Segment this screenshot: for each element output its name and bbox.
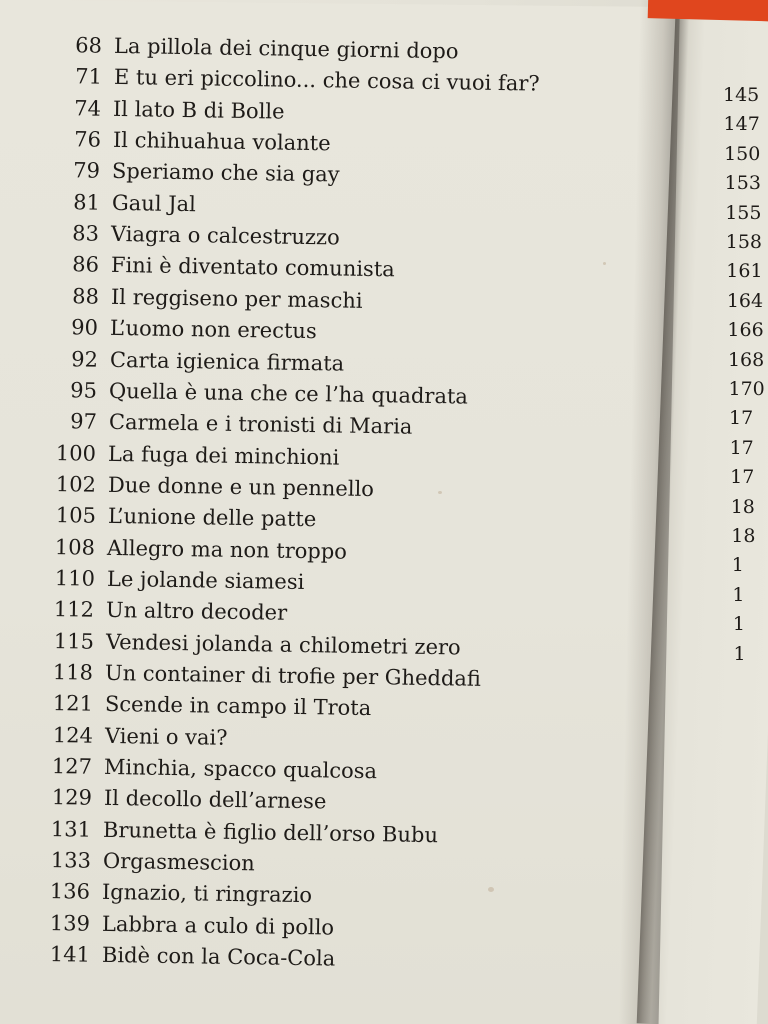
toc-entry: [51, 409, 413, 439]
toc-page-number: 71: [74, 64, 102, 90]
toc-page-number: 79: [73, 158, 101, 184]
toc-entry-title: L’unione delle patte: [107, 504, 317, 532]
toc-entry-title: Il decollo dell’arnese: [103, 786, 327, 814]
toc-entry: [43, 942, 335, 971]
toc-entry-title: Due donne e un pennello: [107, 472, 375, 501]
toc-entry-title: Vendesi jolanda a chilometri zero: [105, 629, 461, 660]
toc-entry-title: Speriamo che sia gay: [112, 159, 341, 187]
toc-entry: [55, 96, 285, 124]
toc-entry: [48, 629, 461, 659]
toc-entry: [55, 64, 539, 96]
right-toc-page-number: 170: [728, 378, 765, 400]
toc-entry-title: Allegro ma non troppo: [106, 535, 348, 564]
toc-page-number: 76: [73, 127, 101, 152]
right-toc-page-number: 17: [730, 466, 755, 489]
toc-entry-title: Brunetta è figlio dell’orso Bubu: [103, 817, 439, 847]
toc-page-number: 92: [70, 346, 98, 372]
toc-page-number: 90: [71, 315, 99, 340]
toc-entry-title: Labbra a culo di pollo: [101, 911, 335, 940]
toc-page-number: 97: [69, 409, 98, 434]
toc-entry-title: La pillola dei cinque giorni dopo: [113, 33, 459, 64]
toc-page-number: 86: [72, 252, 100, 278]
toc-page-number: 124: [52, 722, 93, 748]
toc-entry-title: Quella è una che ce l’ha quadrata: [109, 378, 469, 409]
toc-page-number: 127: [51, 754, 93, 779]
right-toc-page-number: 150: [724, 142, 761, 165]
toc-entry: [55, 127, 331, 155]
toc-entry: [44, 879, 312, 907]
toc-entry-title: Il chihuahua volante: [112, 127, 331, 156]
toc-entry: [46, 754, 377, 783]
right-toc-page-number: 158: [725, 231, 763, 253]
toc-entry-title: Vieni o vai?: [104, 723, 228, 750]
toc-entry: [44, 911, 334, 940]
toc-entry: [52, 315, 317, 343]
right-toc-page-number: 145: [723, 84, 760, 106]
toc-page-number: 115: [53, 628, 95, 654]
paper-speck: [438, 491, 442, 494]
right-toc-page-number: 17: [729, 436, 754, 459]
right-toc-page-number: 1: [731, 554, 744, 577]
toc-entry: [45, 817, 438, 847]
toc-page-number: 112: [53, 597, 95, 623]
toc-entry: [54, 158, 340, 186]
right-toc-page-number: 147: [723, 113, 760, 136]
toc-page-number: 133: [50, 848, 91, 873]
toc-page-number: 108: [54, 534, 96, 560]
toc-page-number: 118: [53, 660, 94, 685]
toc-entry: [53, 221, 340, 250]
right-page-numbers: [718, 0, 768, 1024]
right-toc-page-number: 17: [729, 407, 754, 430]
toc-entry-title: Orgasmescion: [102, 849, 255, 876]
toc-entry-title: Fini è diventato comunista: [110, 253, 395, 282]
right-toc-page-number: 164: [726, 289, 764, 312]
toc-entry-title: Scende in campo il Trota: [104, 692, 372, 721]
toc-entry: [53, 252, 395, 281]
toc-entry: [52, 284, 362, 313]
toc-entry-title: L’uomo non erectus: [109, 316, 318, 344]
toc-page-number: 105: [55, 503, 96, 528]
toc-page-number: 102: [55, 471, 97, 497]
paper-speck: [603, 262, 606, 265]
toc-entry: [47, 660, 481, 691]
toc-page-number: 88: [71, 284, 99, 309]
toc-page-number: 74: [74, 95, 102, 121]
toc-page-number: 131: [50, 816, 92, 842]
toc-page-number: 81: [72, 190, 101, 215]
toc-entry: [46, 723, 227, 750]
toc-entry-title: Un container di trofie per Gheddafi: [105, 660, 482, 691]
toc-entry: [49, 503, 316, 531]
right-toc-page-number: 18: [731, 525, 756, 547]
toc-entry: [51, 347, 344, 376]
toc-entry: [49, 535, 347, 564]
toc-entry-title: E tu eri piccolino... che cosa ci vuoi far?: [113, 65, 540, 96]
toc-entry-title: La fuga dei minchioni: [108, 441, 340, 470]
toc-entry-title: Un altro decoder: [106, 598, 288, 626]
toc-entry: [54, 190, 196, 216]
toc-page-number: 141: [49, 942, 90, 967]
toc-entry-title: Le jolande siamesi: [106, 566, 305, 594]
right-toc-page-number: 1: [733, 642, 746, 665]
toc-entry-title: Minchia, spacco qualcosa: [103, 754, 378, 784]
toc-entry: [48, 566, 304, 594]
toc-page-number: 129: [51, 785, 92, 811]
right-toc-page-number: 153: [724, 172, 761, 195]
toc-entry-title: Ignazio, ti ringrazio: [102, 880, 313, 908]
toc-entry-title: Gaul Jal: [111, 190, 196, 216]
toc-entry: [51, 378, 468, 409]
paper-speck: [488, 887, 494, 892]
toc-page-number: 95: [70, 378, 98, 403]
right-toc-page-number: 1: [732, 613, 745, 636]
toc-page-number: 136: [50, 879, 91, 905]
right-toc-page-number: 1: [732, 583, 745, 606]
toc-page-number: 83: [72, 221, 100, 246]
toc-entry-title: Il lato B di Bolle: [112, 96, 285, 124]
toc-entry: [50, 441, 340, 470]
right-toc-page-number: 166: [727, 319, 764, 342]
right-toc-page-number: 161: [726, 260, 763, 283]
right-toc-page-number: 18: [730, 495, 755, 518]
toc-entry: [45, 785, 326, 813]
toc-entry-title: Il reggiseno per maschi: [110, 284, 363, 313]
toc-page-number: 100: [56, 440, 97, 466]
toc-entry: [56, 33, 459, 63]
toc-page-number: 68: [75, 33, 103, 58]
toc-entry: [47, 691, 372, 720]
toc-entry-title: Carta igienica firmata: [109, 347, 345, 376]
toc-entry-title: Carmela e i tronisti di Maria: [108, 410, 413, 439]
toc-entry-title: Viagra o calcestruzzo: [111, 222, 341, 250]
toc-entry: [50, 472, 374, 501]
right-toc-page-number: 155: [725, 201, 762, 224]
toc-entry: [45, 848, 255, 875]
toc-page-number: 139: [49, 910, 91, 936]
toc-entry-title: Bidè con la Coca-Cola: [101, 943, 335, 971]
right-toc-page-number: 168: [727, 348, 765, 371]
toc-entry: [48, 597, 287, 625]
toc-page-number: 121: [52, 691, 94, 717]
toc-page-number: 110: [54, 566, 95, 591]
